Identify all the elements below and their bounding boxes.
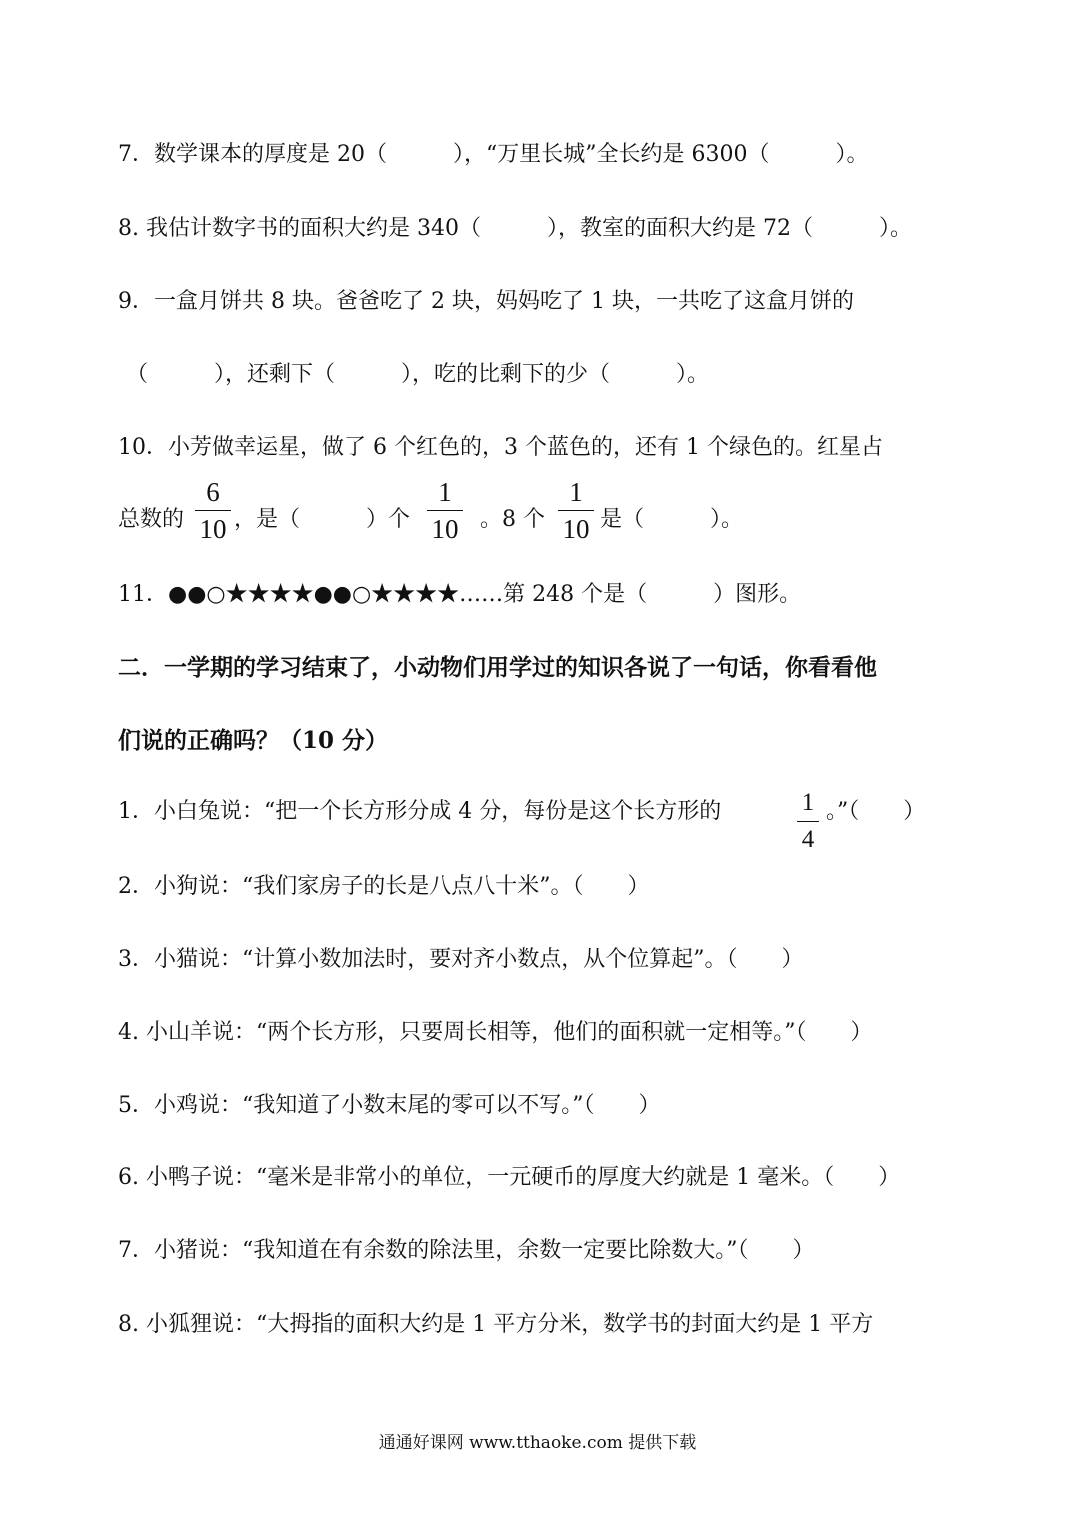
fraction-denominator: 4	[801, 826, 815, 853]
fraction-six-tenths	[195, 477, 231, 544]
judge-7: 7．小猪说：“我知道在有余数的除法里，余数一定要比除数大。”（ ）	[118, 1238, 815, 1263]
fraction-numerator: 1	[569, 477, 583, 507]
fraction-bar	[797, 821, 819, 822]
fraction-denominator: 10	[199, 514, 227, 544]
question-10-eight: 。8 个	[480, 507, 545, 532]
question-10-prefix: 总数的	[118, 507, 185, 532]
question-11: 11．●●○★★★★●●○★★★★……第 248 个是（ ）图形。	[118, 582, 802, 607]
page-footer: 通通好课网 www.tthaoke.com 提供下载	[378, 1433, 697, 1453]
judge-1: 1．小白兔说：“把一个长方形分成 4 分，每份是这个长方形的	[118, 799, 722, 824]
question-9-line-2: （ ），还剩下（ ），吃的比剩下的少（ ）。	[126, 362, 710, 387]
question-9-line-1: 9．一盒月饼共 8 块。爸爸吃了 2 块，妈妈吃了 1 块，一共吃了这盒月饼的	[118, 289, 854, 314]
fraction-one-quarter	[797, 788, 819, 855]
fraction-one-tenth	[427, 477, 463, 544]
judge-1-suffix: 。”（ ）	[826, 799, 926, 824]
section-2-heading-line-2: 们说的正确吗？（10 分）	[118, 727, 389, 754]
fraction-denominator: 10	[562, 514, 590, 544]
judge-3: 3．小猫说：“计算小数加法时，要对齐小数点，从个位算起”。（ ）	[118, 947, 804, 972]
fraction-numerator: 6	[206, 477, 220, 507]
fraction-numerator: 1	[438, 477, 452, 507]
judge-5: 5．小鸡说：“我知道了小数末尾的零可以不写。”（ ）	[118, 1093, 661, 1118]
fraction-one-tenth	[558, 477, 594, 544]
section-2-heading-line-1: 二．一学期的学习结束了，小动物们用学过的知识各说了一句话，你看看他	[118, 654, 877, 681]
fraction-bar	[558, 510, 594, 511]
question-7: 7．数学课本的厚度是 20（ ），“万里长城”全长约是 6300（ ）。	[118, 142, 869, 167]
question-8: 8. 我估计数字书的面积大约是 340（ ），教室的面积大约是 72（ ）。	[118, 216, 912, 241]
judge-8: 8. 小狐狸说：“大拇指的面积大约是 1 平方分米，数学书的封面大约是 1 平方	[118, 1312, 874, 1337]
question-10-suffix: 是（ ）。	[600, 507, 744, 532]
question-10-middle: ，是（ ）个	[234, 507, 411, 532]
question-10-line-1: 10．小芳做幸运星，做了 6 个红色的，3 个蓝色的，还有 1 个绿色的。红星占	[118, 435, 883, 460]
judge-4: 4. 小山羊说：“两个长方形，只要周长相等，他们的面积就一定相等。”（ ）	[118, 1020, 873, 1045]
fraction-bar	[427, 510, 463, 511]
fraction-bar	[195, 510, 231, 511]
judge-6: 6. 小鸭子说：“毫米是非常小的单位，一元硬币的厚度大约就是 1 毫米。（ ）	[118, 1165, 901, 1190]
judge-2: 2．小狗说：“我们家房子的长是八点八十米”。（ ）	[118, 874, 650, 899]
fraction-numerator: 1	[801, 789, 815, 816]
fraction-denominator: 10	[431, 514, 459, 544]
